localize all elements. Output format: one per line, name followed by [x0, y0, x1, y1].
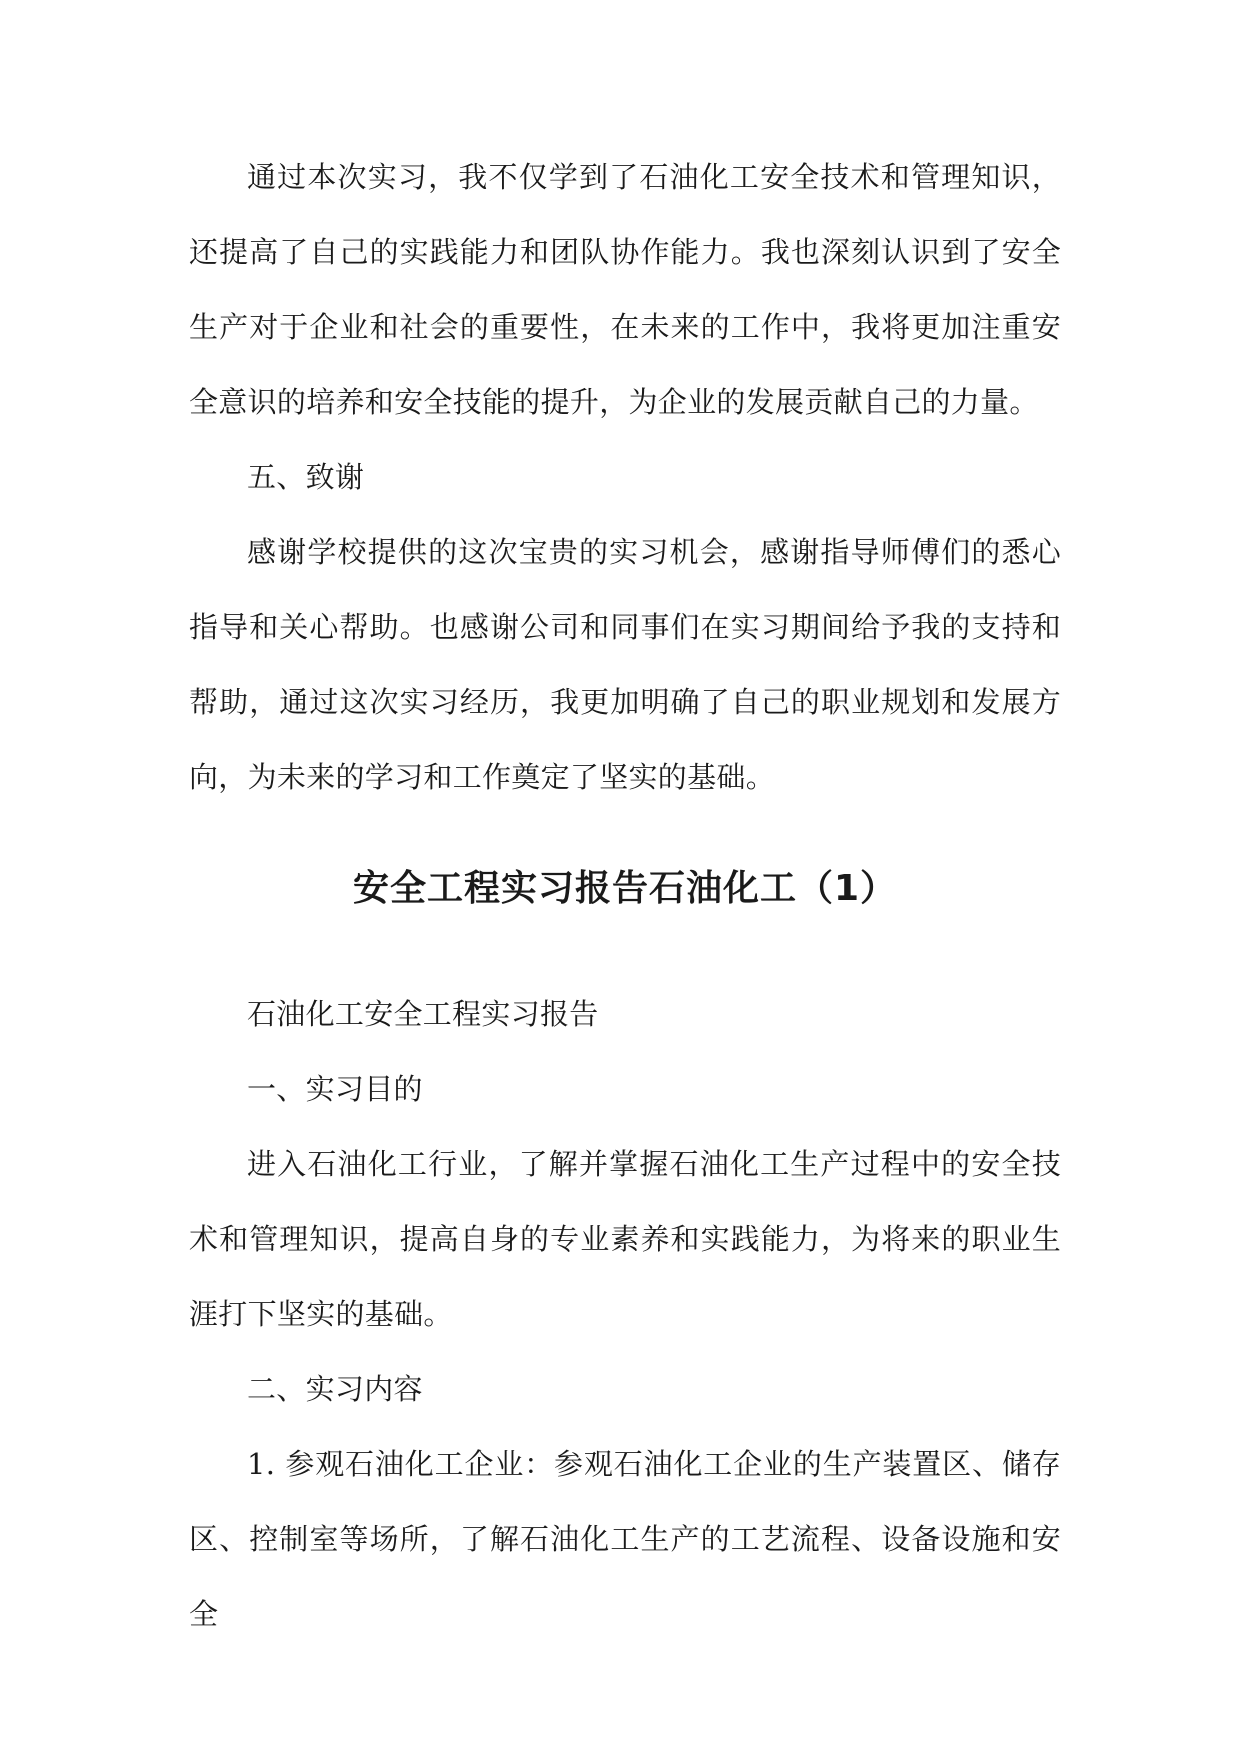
- document-title: 安全工程实习报告石油化工（1）: [352, 868, 898, 909]
- document-body: [189, 140, 1061, 1652]
- report-subtitle: 石油化工安全工程实习报告: [247, 997, 599, 1031]
- section-two-heading: 二、实习内容: [247, 1372, 423, 1406]
- purpose-paragraph: 进入石油化工行业，了解并掌握石油化工生产过程中的安全技术和管理知识，提高自身的专业素养和实践能力，为将来的职业生涯打下坚实的基础。: [189, 1147, 1061, 1331]
- conclusion-paragraph: 通过本次实习，我不仅学到了石油化工安全技术和管理知识，还提高了自己的实践能力和团队协作能力。我也深刻认识到了安全生产对于企业和社会的重要性，在未来的工作中，我将更加注重安全意识的培养和安全技能的提升，为企业的发展贡献自己的力量。: [189, 160, 1061, 419]
- content-item-1: 1. 参观石油化工企业：参观石油化工企业的生产装置区、储存区、控制室等场所，了解石油化工生产的工艺流程、设备设施和安全: [189, 1447, 1061, 1631]
- thanks-paragraph: 感谢学校提供的这次宝贵的实习机会，感谢指导师傅们的悉心指导和关心帮助。也感谢公司和同事们在实习期间给予我的支持和帮助，通过这次实习经历，我更加明确了自己的职业规划和发展方向，为未来的学习和工作奠定了坚实的基础。: [189, 535, 1061, 794]
- section-five-heading: 五、致谢: [247, 460, 365, 494]
- section-one-heading: 一、实习目的: [247, 1072, 423, 1106]
